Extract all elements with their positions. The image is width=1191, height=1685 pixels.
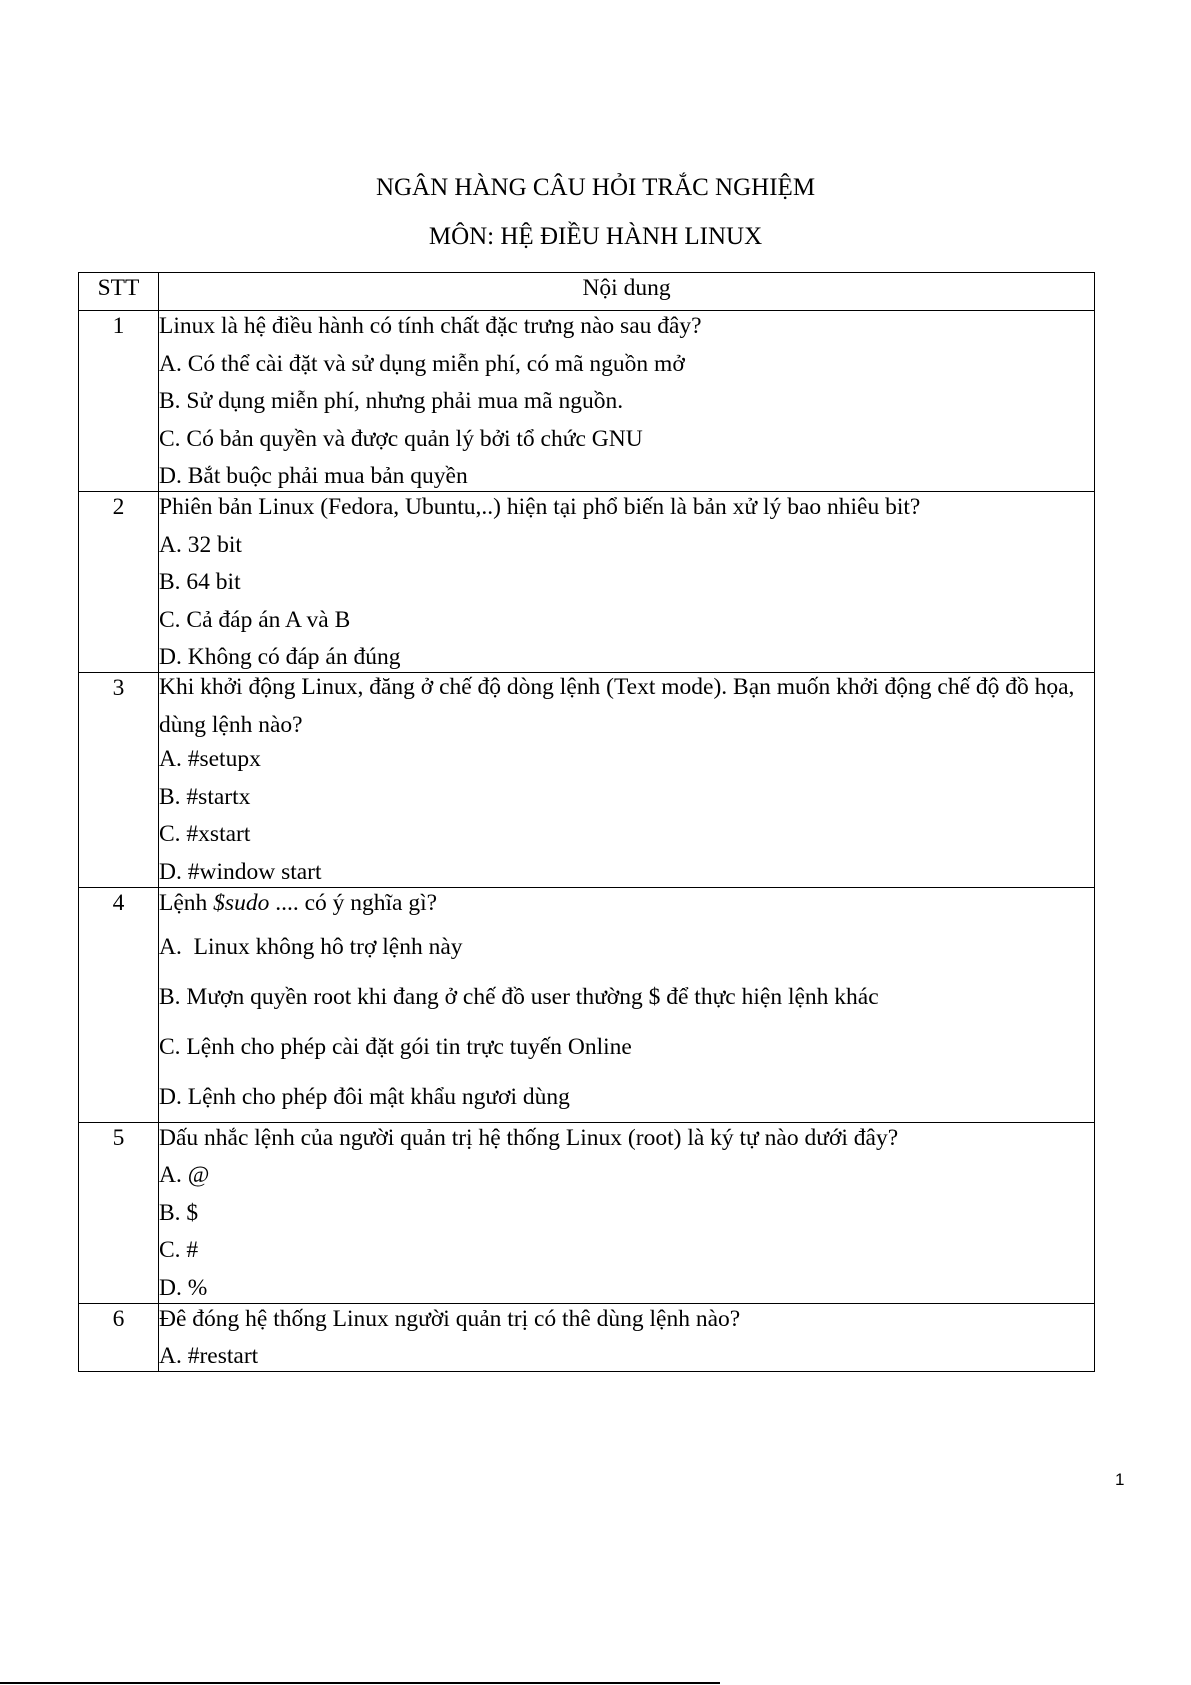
- answer-option: B. #startx: [159, 783, 251, 810]
- table-row: [79, 673, 1095, 888]
- question-number: 5: [79, 1122, 159, 1303]
- question-content: [159, 1122, 1095, 1303]
- document-subtitle: MÔN: HỆ ĐIỀU HÀNH LINUX: [428, 223, 763, 250]
- answer-option: B. $: [159, 1199, 199, 1226]
- question-text: Đê đóng hệ thống Linux người quản trị có thê dùng lệnh nào?: [159, 1305, 741, 1332]
- question-text: Phiên bản Linux (Fedora, Ubuntu,..) hiện tại phổ biến là bản xử lý bao nhiêu bit?: [159, 494, 921, 520]
- answer-option: A. Có thể cài đặt và sử dụng miễn phí, có mã nguồn mở: [159, 350, 685, 377]
- question-text-prefix: Lệnh: [159, 889, 214, 916]
- page-bottom-divider: [0, 1682, 720, 1684]
- answer-option: A. #restart: [159, 1343, 259, 1369]
- question-number: 4: [79, 887, 159, 1122]
- question-text-suffix: .... có ý nghĩa gì?: [269, 889, 438, 916]
- question-text: Khi khởi động Linux, đăng ở chế độ dòng lệnh (Text mode). Bạn muốn khởi động chế độ đồ họa, dùng lệnh nào?: [159, 674, 1075, 738]
- table-row: [79, 311, 1095, 492]
- answer-option: A. @: [159, 1162, 210, 1188]
- command-text: $sudo: [213, 889, 270, 916]
- answer-option: C. Lệnh cho phép cài đặt gói tin trực tuyến Online: [159, 1033, 632, 1060]
- answer-option: A. Linux không hô trợ lệnh này: [159, 933, 463, 960]
- question-text: Linux là hệ điều hành có tính chất đặc trưng nào sau đây?: [159, 313, 702, 339]
- answer-option: D. Lệnh cho phép đôi mật khẩu ngươi dùng: [159, 1083, 570, 1110]
- question-number: 2: [79, 492, 159, 673]
- header-content: Nội dung: [159, 273, 1095, 311]
- question-content: [159, 1303, 1095, 1372]
- question-text: Dấu nhắc lệnh của người quản trị hệ thống Linux (root) là ký tự nào dưới đây?: [159, 1124, 899, 1151]
- answer-option: C. #: [159, 1237, 199, 1263]
- question-content: [159, 311, 1095, 492]
- answer-option: A. #setupx: [159, 746, 261, 772]
- answer-option: A. 32 bit: [159, 531, 242, 558]
- page-number: 1: [1115, 1470, 1125, 1489]
- answer-option: C. #xstart: [159, 821, 251, 847]
- header-stt: STT: [79, 273, 159, 311]
- table-header-row: [79, 273, 1095, 311]
- answer-option: C. Có bản quyền và được quản lý bởi tổ chức GNU: [159, 425, 643, 452]
- question-content: [159, 492, 1095, 673]
- table-row: [79, 492, 1095, 673]
- question-number: 1: [79, 311, 159, 492]
- answer-option: B. Sử dụng miễn phí, nhưng phải mua mã nguồn.: [159, 388, 624, 414]
- table-row: [79, 1122, 1095, 1303]
- document-title: NGÂN HÀNG CÂU HỎI TRẮC NGHIỆM: [375, 174, 816, 201]
- question-number: 6: [79, 1303, 159, 1372]
- question-content: [159, 887, 1095, 1122]
- question-table: [78, 272, 1095, 1372]
- question-content: [159, 673, 1095, 888]
- question-text: [159, 888, 1094, 932]
- answer-option: D. Không có đáp án đúng: [159, 644, 401, 670]
- answer-option: D. %: [159, 1274, 208, 1301]
- answer-option: B. 64 bit: [159, 569, 241, 595]
- answer-option: C. Cả đáp án A và B: [159, 606, 351, 633]
- question-number: 3: [79, 673, 159, 888]
- answer-option: D. #window start: [159, 858, 322, 885]
- answer-option: B. Mượn quyền root khi đang ở chế đồ user thường $ để thực hiện lệnh khác: [159, 983, 879, 1010]
- table-row: [79, 1303, 1095, 1372]
- answer-option: D. Bắt buộc phải mua bản quyền: [159, 463, 468, 489]
- table-row: [79, 887, 1095, 1122]
